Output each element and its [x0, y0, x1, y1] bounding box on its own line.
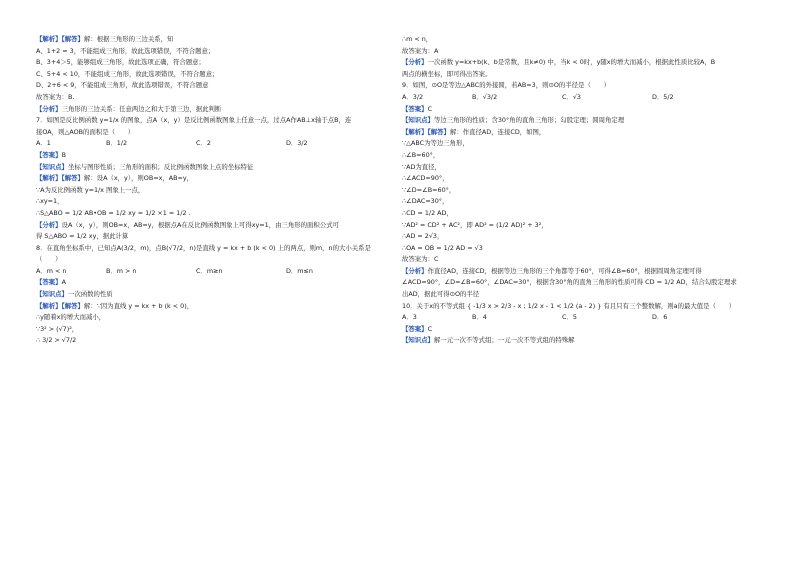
text-line — [36, 324, 386, 336]
option-a: A．m < n — [36, 266, 67, 275]
text-line — [402, 324, 752, 336]
text-line — [402, 289, 752, 301]
text-line — [36, 57, 386, 69]
line-text: ∴m < n， — [402, 35, 433, 43]
section-tag: 【答案】 — [36, 278, 62, 287]
line-text: ∵3² > (√7)²， — [36, 324, 79, 333]
line-text: ∴∠ACD=90°， — [402, 174, 449, 183]
line-text: 10．关于x的不等式组 { -1/3 x > 2/3 - x ; 1/2 x - 1 < 1/2 (a - 2) } 有且只有三个整数解，则a的最大值是（ ） — [402, 301, 736, 310]
option-b: B．1/2 — [106, 139, 128, 148]
text-line — [36, 173, 386, 185]
line-text: 解：根据三角形的三边关系，知 — [83, 35, 174, 43]
section-tag: 【知识点】 — [36, 162, 68, 171]
text-line — [36, 231, 386, 243]
line-text: 三角形的三边关系：任意两边之和大于第三边，据此判断 — [61, 104, 222, 113]
option-c: C．m≥n — [196, 266, 223, 275]
section-tag: 【答案】 — [402, 324, 428, 333]
options-row — [402, 312, 752, 324]
options-row — [36, 138, 386, 150]
text-line — [36, 335, 386, 347]
text-line — [402, 173, 752, 185]
line-text: A、1+2 = 3，不能组成三角形，故此选项错误，不符合题意； — [36, 46, 215, 55]
section-tag: 【分析】 — [402, 58, 428, 67]
line-text: 出AD，据此可得⊙O的半径 — [402, 290, 480, 299]
line-text: 两点的横坐标，即可得出答案。 — [402, 69, 492, 78]
line-text: A — [61, 278, 66, 287]
section-tag: 【解析】【解答】 — [36, 301, 84, 310]
text-line — [36, 196, 386, 208]
line-text: B、3+4＞5，能够组成三角形，故此选项正确，符合题意； — [36, 58, 205, 67]
text-line — [402, 57, 752, 69]
line-text: （ ） — [36, 255, 62, 264]
text-line — [402, 150, 752, 162]
line-text: ∠ACD=90°，∠D=∠B=60°，∠DAC=30°，根据含30°角的直角三角形的性质可得 CD = 1/2 AD，结合勾股定理求 — [402, 278, 737, 287]
right-column — [402, 34, 752, 347]
text-line — [402, 162, 752, 174]
option-b: B．m > n — [106, 266, 137, 275]
section-tag: 【分析】 — [36, 220, 62, 229]
text-line — [36, 80, 386, 92]
text-line — [402, 80, 752, 92]
option-a: A．3 — [402, 313, 417, 322]
option-d: D．m≤n — [286, 266, 313, 275]
options-row — [36, 266, 386, 278]
text-line — [36, 289, 386, 301]
line-text: 一次函数的性质 — [67, 290, 113, 299]
text-line — [402, 69, 752, 81]
text-line — [36, 127, 386, 139]
line-text: 8．在直角坐标系中，已知点A(3/2，m)，点B(√7/2，n)是直线 y = kx + b (k < 0) 上的两点，则m，n的大小关系是 — [36, 243, 371, 252]
text-line — [402, 231, 752, 243]
text-line — [402, 104, 752, 116]
option-a: A．1 — [36, 139, 51, 148]
text-line — [36, 208, 386, 220]
text-line — [402, 138, 752, 150]
line-text: ∵A为反比例函数 y=1/x 图象上一点， — [36, 185, 145, 194]
line-text: 故答案为：C — [402, 255, 439, 264]
section-tag: 【答案】 — [402, 104, 428, 113]
option-d: D．6 — [652, 313, 668, 322]
line-text: 解：∵因为直线 y = kx + b (k < 0)， — [83, 301, 194, 310]
line-text: ∴ 3/2 > √7/2 — [36, 336, 77, 345]
line-text: 解一元一次不等式组；一元一次不等式组的特殊解 — [433, 336, 575, 345]
line-text: ∵AD为直径， — [402, 162, 441, 171]
section-tag: 【知识点】 — [36, 290, 68, 299]
text-line — [402, 266, 752, 278]
line-text: 解：作直径AD，连接CD，如图， — [449, 127, 546, 136]
line-text: 故答案为：A — [402, 46, 439, 55]
line-text: ∵∠D=∠B=60°， — [402, 185, 456, 194]
option-a: A．3/2 — [402, 92, 424, 101]
line-text: B — [61, 150, 66, 159]
text-line — [402, 115, 752, 127]
text-line — [36, 277, 386, 289]
text-line — [402, 208, 752, 220]
text-line — [36, 69, 386, 81]
text-line — [402, 196, 752, 208]
line-text: C — [427, 324, 433, 333]
line-text: 7．如图是反比例函数 y=1/x 的图象，点A（x，y）是反比例函数图象上任意一点，过点A作AB⊥x轴于点B，连 — [36, 116, 352, 125]
option-b: B．4 — [472, 313, 487, 322]
section-tag: 【解析】【解答】 — [402, 127, 450, 136]
section-tag: 【答案】 — [36, 150, 62, 159]
text-line — [402, 335, 752, 347]
option-c: C．√3 — [562, 92, 581, 101]
line-text: 接OA，则△AOB的面积是（ ） — [36, 127, 135, 136]
text-line — [36, 104, 386, 116]
section-tag: 【解析】【解答】 — [36, 35, 84, 43]
text-line — [402, 243, 752, 255]
text-line — [402, 254, 752, 266]
line-text: ∴∠B=60°， — [402, 150, 440, 159]
line-text: C、5+4 < 10，不能组成三角形，故此选项错误，不符合题意； — [36, 69, 219, 78]
text-line — [402, 34, 752, 46]
line-text: ∴S△ABO = 1/2 AB•OB = 1/2 xy = 1/2 ×1 = 1/2 . — [36, 208, 191, 217]
text-line — [36, 243, 386, 255]
text-line — [36, 34, 386, 46]
text-line — [36, 254, 386, 266]
line-text: ∵AD² = CD² + AC²，即 AD² = (1/2 AD)² + 3²， — [402, 220, 548, 229]
section-tag: 【解析】【解答】 — [36, 174, 84, 183]
option-d: D．3/2 — [286, 139, 308, 148]
line-text: C — [427, 104, 433, 113]
text-line — [402, 46, 752, 58]
line-text: D、2+6 < 9，不能组成三角形，故此选项错误，不符合题意 — [36, 81, 209, 90]
line-text: ∴y随着x的增大而减小， — [36, 313, 106, 322]
line-text: 故答案为：B. — [36, 92, 75, 101]
section-tag: 【知识点】 — [402, 336, 434, 345]
line-text: ∵△ABC为等边三角形， — [402, 139, 469, 148]
option-b: B．√3/2 — [472, 92, 498, 101]
line-text: ∴xy=1， — [36, 197, 64, 206]
line-text: 坐标与图形性质；三角形的面积；反比例函数图象上点的坐标特征 — [67, 162, 254, 171]
option-c: C．2 — [196, 139, 211, 148]
text-line — [402, 127, 752, 139]
text-line — [36, 46, 386, 58]
line-text: 设A（x，y），则OB=x，AB=y，根据点A在反比例函数图象上可得xy=1，由三角形的面积公式可 — [61, 220, 339, 229]
text-line — [36, 312, 386, 324]
text-line — [36, 220, 386, 232]
option-d: D．5/2 — [652, 92, 674, 101]
line-text: ∴∠DAC=30°， — [402, 197, 449, 206]
text-line — [402, 277, 752, 289]
option-c: C．5 — [562, 313, 577, 322]
text-line — [36, 150, 386, 162]
line-text: ∴CD = 1/2 AD， — [402, 208, 453, 217]
text-line — [402, 185, 752, 197]
text-line — [36, 115, 386, 127]
line-text: 一次函数 y=kx+b(k、b是常数，且k≠0) 中，当k < 0时，y随x的增大而减小，根据此性质比较A，B — [427, 58, 716, 67]
section-tag: 【分析】 — [36, 104, 62, 113]
line-text: ∴OA = OB = 1/2 AD = √3 — [402, 243, 483, 252]
options-row — [402, 92, 752, 104]
section-tag: 【分析】 — [402, 266, 428, 275]
text-line — [402, 220, 752, 232]
left-column — [36, 34, 386, 347]
line-text: 作直径AD，连接CD，根据等边三角形的三个角都等于60°，可得∠B=60°，根据圆周角定理可得 — [427, 266, 702, 275]
text-line — [402, 301, 752, 313]
text-line — [36, 301, 386, 313]
text-line — [36, 92, 386, 104]
line-text: 解：设A（x，y），则OB=x，AB=y， — [83, 174, 194, 183]
line-text: 等边三角形的性质；含30°角的直角三角形；勾股定理；圆周角定理 — [433, 116, 625, 125]
line-text: 9．如图，⊙O是等边△ABC的外接圆，若AB=3，则⊙O的半径是（ ） — [402, 81, 611, 90]
text-line — [36, 185, 386, 197]
section-tag: 【知识点】 — [402, 116, 434, 125]
text-line — [36, 162, 386, 174]
line-text: 得 S△ABO = 1/2 xy，据此计算 — [36, 232, 129, 241]
line-text: ∴AD = 2√3， — [402, 232, 444, 241]
